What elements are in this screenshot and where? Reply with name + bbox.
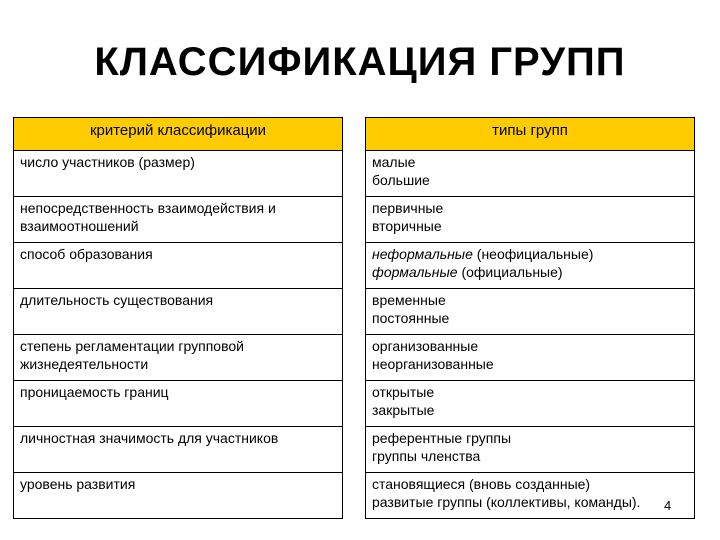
criterion-cell: число участников (размер) xyxy=(14,151,343,197)
types-cell xyxy=(366,289,695,335)
type-value: закрытые xyxy=(372,402,435,418)
table-row xyxy=(14,151,695,197)
table-row xyxy=(14,243,695,289)
type-value: становящиеся (вновь созданные) xyxy=(372,476,591,492)
type-value: постоянные xyxy=(372,310,450,326)
header-gap xyxy=(343,118,366,151)
header-criterion: критерий классификации xyxy=(14,118,343,151)
classification-table xyxy=(13,117,695,519)
criterion-cell: степень регламентации групповой жизнедеятельности xyxy=(14,335,343,381)
type-value-note: (неофициальные) xyxy=(476,246,594,262)
type-value: неорганизованные xyxy=(372,356,494,372)
type-value: временные xyxy=(372,292,446,308)
types-cell xyxy=(366,427,695,473)
criterion-cell: непосредственность взаимодействия и взаимоотношений xyxy=(14,197,343,243)
types-cell xyxy=(366,197,695,243)
criterion-cell: уровень развития xyxy=(14,473,343,519)
type-value: первичные xyxy=(372,200,444,216)
types-cell xyxy=(366,381,695,427)
table-row xyxy=(14,335,695,381)
type-value: группы членства xyxy=(372,448,481,464)
type-value: открытые xyxy=(372,384,435,400)
types-cell xyxy=(366,243,695,289)
table-row xyxy=(14,381,695,427)
types-cell xyxy=(366,335,695,381)
type-value: вторичные xyxy=(372,218,442,234)
type-value: формальные xyxy=(372,264,458,280)
criterion-cell: длительность существования xyxy=(14,289,343,335)
criterion-cell: личностная значимость для участников xyxy=(14,427,343,473)
page-number: 4 xyxy=(664,498,672,513)
types-cell xyxy=(366,473,695,519)
type-value: малые xyxy=(372,154,416,170)
type-value-note: (официальные) xyxy=(461,264,563,280)
type-value: большие xyxy=(372,172,430,188)
type-value: развитые группы (коллективы, команды). xyxy=(372,494,641,510)
header-types: типы групп xyxy=(366,118,695,151)
table-row xyxy=(14,197,695,243)
table-row xyxy=(14,473,695,519)
criterion-cell: способ образования xyxy=(14,243,343,289)
type-value: референтные группы xyxy=(372,430,512,446)
table-row xyxy=(14,289,695,335)
types-cell xyxy=(366,151,695,197)
type-value: организованные xyxy=(372,338,479,354)
table-header-row xyxy=(14,118,695,151)
page-title: КЛАССИФИКАЦИЯ ГРУПП xyxy=(94,40,626,84)
criterion-cell: проницаемость границ xyxy=(14,381,343,427)
table-row xyxy=(14,427,695,473)
type-value: неформальные xyxy=(372,246,473,262)
